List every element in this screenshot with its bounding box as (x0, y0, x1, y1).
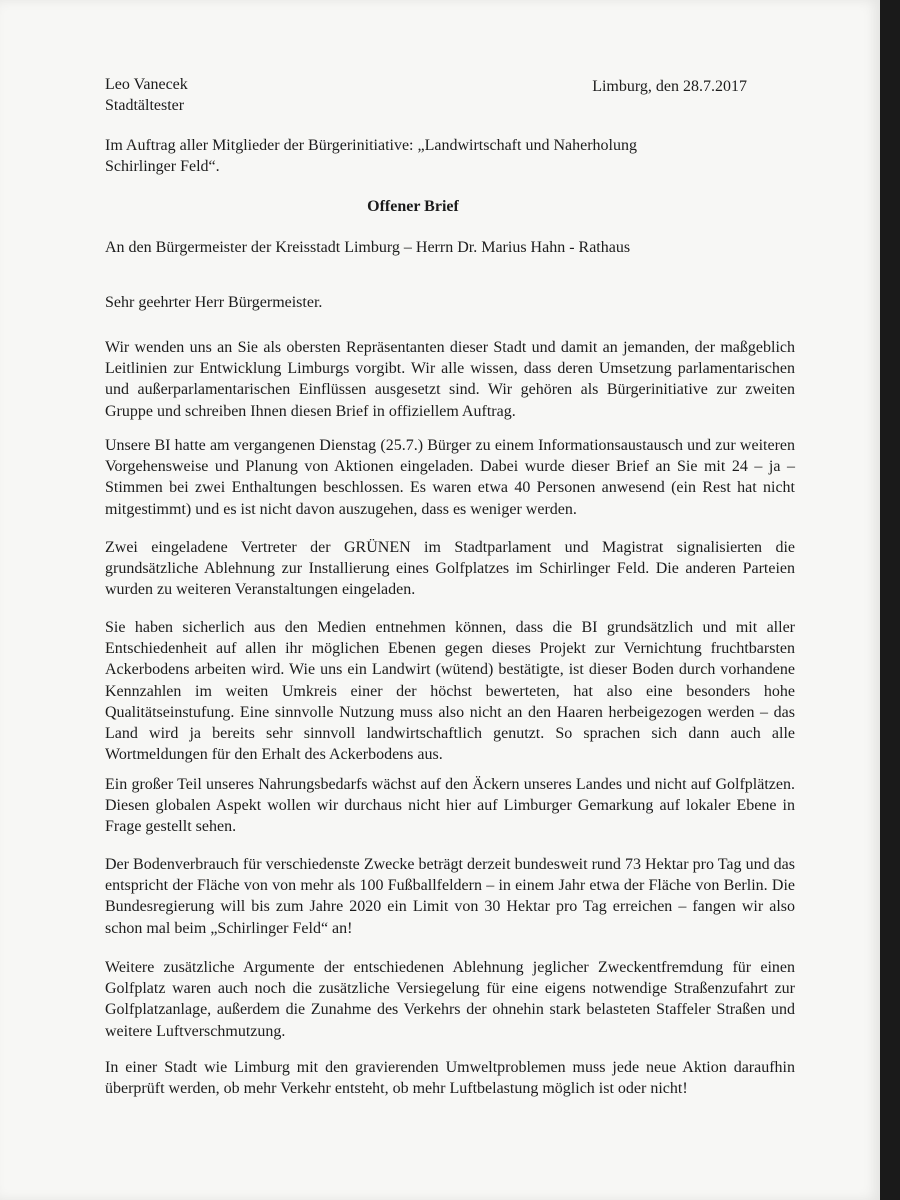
salutation: Sehr geehrter Herr Bürgermeister. (105, 294, 323, 311)
recipient-line: An den Bürgermeister der Kreisstadt Limburg – Herrn Dr. Marius Hahn - Rathaus (105, 239, 631, 256)
letter-title: Offener Brief (367, 198, 459, 215)
paragraph-5: Ein großer Teil unseres Nahrungsbedarfs wächst auf den Äckern unseres Landes und nicht auf Golfplätzen. Diesen globalen Aspekt wollen wir durchaus nicht hier auf Limburger Gemarkung auf lokaler Ebene in Frage gestellt sehen. (105, 776, 795, 836)
paragraph-7: Weitere zusätzliche Argumente der entschiedenen Ablehnung jeglicher Zweckentfremdung für einen Golfplatz waren auch noch die zusätzliche Versiegelung für eine eigens notwendige Straßenzufahrt zur Golfplatzanlage, außerdem die Zunahme des Verkehrs der ohnehin stark belasteten Staffeler Straßen und weitere Luftverschmutzung. (105, 959, 795, 1040)
place-date: Limburg, den 28.7.2017 (592, 78, 747, 95)
paragraph-4: Sie haben sicherlich aus den Medien entnehmen können, dass die BI grundsätzlich und mit aller Entschiedenheit auf allen ihr möglichen Ebenen gegen dieses Projekt zur Vernichtung fruchtbarsten Ackerbodens arbeiten wird. Wie uns ein Landwirt (wütend) bestätigte, ist dieser Boden durch vorhandene Kennzahlen im weiten Umkreis einer der höchst bewerteten, hat also eine besonders hohe Qualitätseinstufung. Eine sinnvolle Nutzung muss also nicht an den Haaren herbeigezogen werden – das Land wird ja bereits sehr sinnvoll landwirtschaftlich genutzt. So sprachen sich dann auch alle Wortmeldungen für den Erhalt des Ackerbodens aus. (105, 619, 795, 764)
commission-line: Im Auftrag aller Mitglieder der Bürgerinitiative: „Landwirtschaft und Naherholung Schirlinger Feld“. (105, 137, 637, 176)
paragraph-8: In einer Stadt wie Limburg mit den gravierenden Umweltproblemen muss jede neue Aktion daraufhin überprüft werden, ob mehr Verkehr entsteht, ob mehr Luftbelastung möglich ist oder nicht! (105, 1059, 795, 1098)
paragraph-6: Der Bodenverbrauch für verschiedenste Zwecke beträgt derzeit bundesweit rund 73 Hektar pro Tag und das entspricht der Fläche von von mehr als 100 Fußballfeldern – in einem Jahr etwa der Fläche von Berlin. Die Bundesregierung will bis zum Jahre 2020 ein Limit von 30 Hektar pro Tag erreichen – fangen wir also schon mal beim „Schirlinger Feld“ an! (105, 856, 795, 937)
letter-header (105, 74, 755, 116)
paragraph-1: Wir wenden uns an Sie als obersten Repräsentanten dieser Stadt und damit an jemanden, der maßgeblich Leitlinien zur Entwicklung Limburgs vorgibt. Wir alle wissen, dass deren Umsetzung parlamentarischen und außerparlamentarischen Einflüssen ausgesetzt sind. Wir gehören als Bürgerinitiative zur zweiten Gruppe und schreiben Ihnen diesen Brief in offiziellem Auftrag. (105, 339, 795, 420)
sender-name: Leo Vanecek (105, 76, 188, 93)
sender-title: Stadtältester (105, 97, 185, 114)
paragraph-2: Unsere BI hatte am vergangenen Dienstag (25.7.) Bürger zu einem Informationsaustausch und zur weiteren Vorgehensweise und Planung von Aktionen eingeladen. Dabei wurde dieser Brief an Sie mit 24 – ja – Stimmen bei zwei Enthaltungen beschlossen. Es waren etwa 40 Personen anwesend (ein Rest hat nicht mitgestimmt) und es ist nicht davon auszugehen, dass es weniger werden. (105, 437, 795, 518)
paragraph-3: Zwei eingeladene Vertreter der GRÜNEN im Stadtparlament und Magistrat signalisierten die grundsätzliche Ablehnung zur Installierung eines Golfplatzes im Schirlinger Feld. Die anderen Parteien wurden zu weiteren Veranstaltungen eingeladen. (105, 539, 795, 599)
